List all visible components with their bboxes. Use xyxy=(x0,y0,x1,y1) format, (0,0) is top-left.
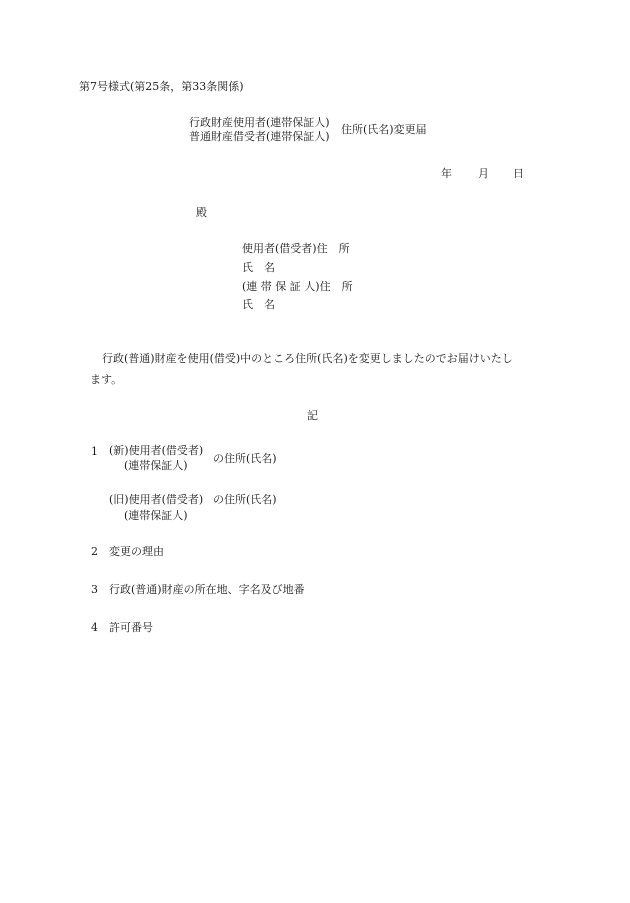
item-1-number: 1 xyxy=(91,445,98,458)
item-3-label: 行政(普通)財産の所在地、字名及び地番 xyxy=(109,583,305,596)
guarantor-name-label: 氏 名 xyxy=(242,298,275,311)
item-1-old-suffix: の住所(氏名) xyxy=(213,493,277,506)
item-4-label: 許可番号 xyxy=(109,621,153,634)
item-3-number: 3 xyxy=(91,583,98,596)
date-month: 月 xyxy=(478,167,489,180)
date-day: 日 xyxy=(513,167,524,180)
item-2-label: 変更の理由 xyxy=(109,545,164,558)
item-1-new-line-2: (連帯保証人) xyxy=(124,459,188,472)
item-1-new-line-1: (新)使用者(借受者) xyxy=(109,444,204,457)
user-name-label: 氏 名 xyxy=(242,261,275,274)
user-address-label: 使用者(借受者)住 所 xyxy=(242,242,350,255)
item-2-number: 2 xyxy=(91,545,98,558)
body-line-1: 行政(普通)財産を使用(借受)中のところ住所(氏名)を変更しましたのでお届けいたし xyxy=(102,352,513,365)
item-1-new-suffix: の住所(氏名) xyxy=(213,452,277,465)
addressee-suffix: 殿 xyxy=(196,206,207,219)
form-number: 第7号様式(第25条，第33条関係) xyxy=(79,80,244,93)
body-line-2: ます。 xyxy=(90,373,123,386)
item-1-old-line-2: (連帯保証人) xyxy=(124,509,188,522)
date-year: 年 xyxy=(441,167,452,180)
item-1-old-line-1: (旧)使用者(借受者) xyxy=(109,493,204,506)
title-line-1: 行政財産使用者(連帯保証人) xyxy=(189,116,330,129)
title-suffix: 住所(氏名)変更届 xyxy=(341,123,427,136)
guarantor-address-label: (連 帯 保 証 人)住 所 xyxy=(242,280,353,293)
item-4-number: 4 xyxy=(91,621,98,634)
title-line-2: 普通財産借受者(連帯保証人) xyxy=(189,130,330,143)
ki-heading: 記 xyxy=(307,409,318,422)
